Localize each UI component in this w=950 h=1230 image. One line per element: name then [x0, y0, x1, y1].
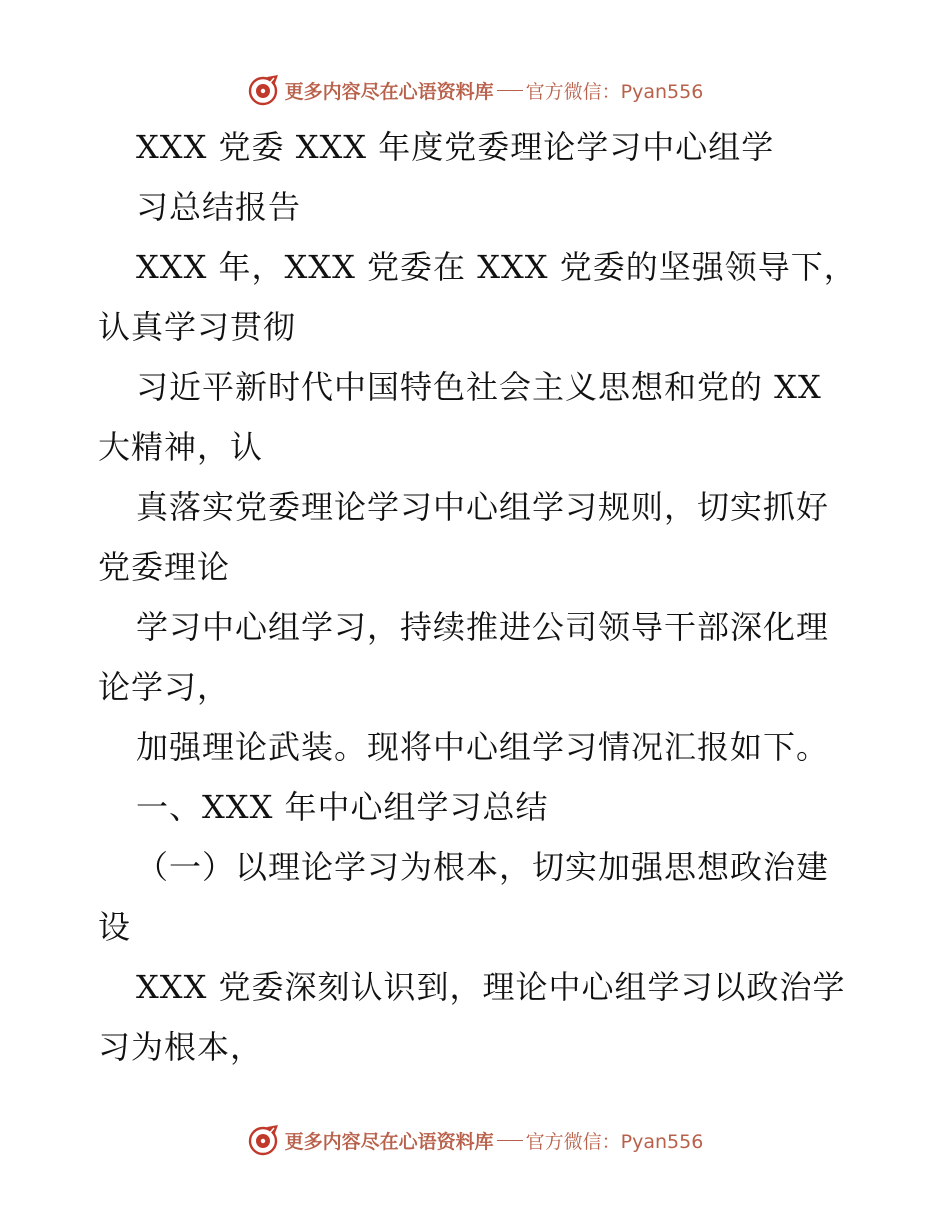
doc-line: XXX 党委深刻认识到，理论中心组学习以政治学: [136, 968, 846, 1006]
doc-line: 习近平新时代中国特色社会主义思想和党的 XX: [136, 368, 822, 406]
doc-line: 真落实党委理论学习中心组学习规则，切实抓好: [136, 488, 830, 526]
doc-line: 认真学习贯彻: [98, 308, 297, 346]
header-banner: [0, 68, 950, 112]
banner-brand-text: 更多内容尽在心语资料库: [284, 1130, 494, 1153]
pen-nib-logo-icon: [247, 1123, 281, 1157]
doc-line: 论学习，: [98, 668, 231, 706]
banner-contact-text: 官方微信：Pyan556: [525, 1130, 704, 1153]
doc-line: 设: [98, 908, 132, 946]
banner-contact-text: 官方微信：Pyan556: [525, 80, 704, 103]
doc-line: XXX 党委 XXX 年度党委理论学习中心组学: [136, 128, 775, 166]
subsection-heading: （一）以理论学习为根本，切实加强思想政治建: [136, 848, 830, 886]
doc-line: 大精神，认: [98, 428, 264, 466]
doc-line: 习为根本，: [98, 1028, 264, 1066]
doc-line: 加强理论武装。现将中心组学习情况汇报如下。: [136, 728, 830, 766]
doc-line: 学习中心组学习，持续推进公司领导干部深化理: [136, 608, 830, 646]
doc-line: 党委理论: [98, 548, 231, 586]
footer-banner: [0, 1118, 950, 1162]
document-body: [98, 117, 868, 1077]
doc-line: 习总结报告: [136, 188, 302, 226]
banner-dash: [497, 1140, 523, 1141]
section-heading: 一、XXX 年中心组学习总结: [136, 788, 549, 826]
banner-dash: [497, 90, 523, 91]
doc-line: XXX 年，XXX 党委在 XXX 党委的坚强领导下，: [136, 248, 857, 286]
pen-nib-logo-icon: [247, 73, 281, 107]
banner-brand-text: 更多内容尽在心语资料库: [284, 80, 494, 103]
